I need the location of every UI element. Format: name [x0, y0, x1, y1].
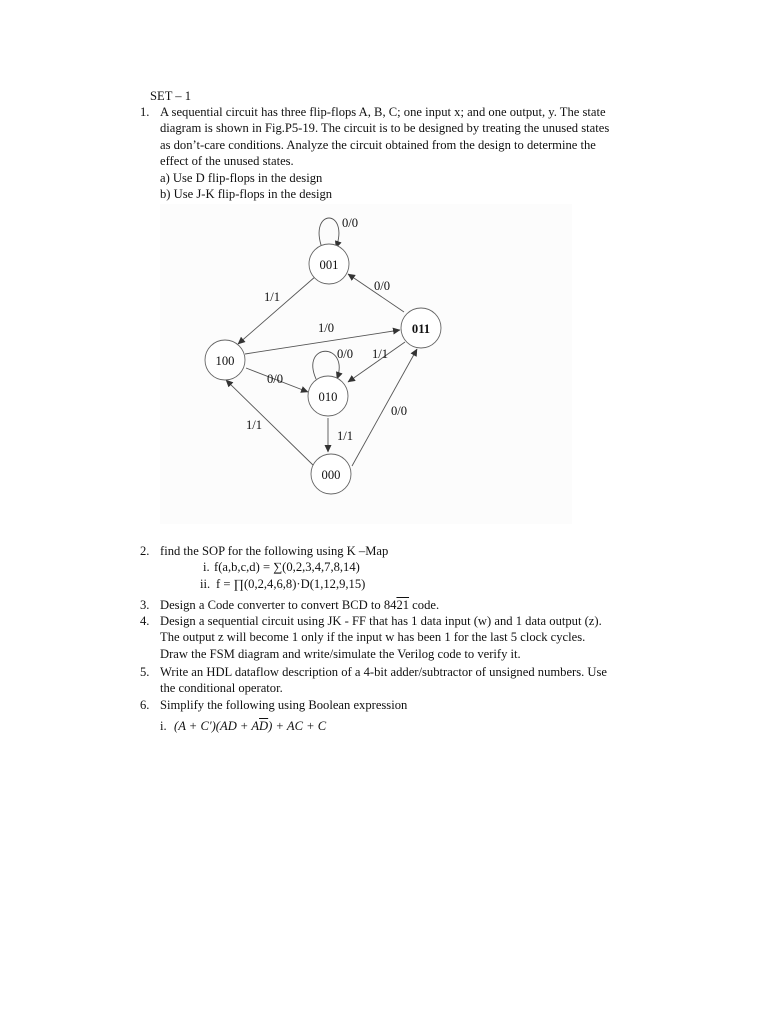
q4-line: The output z will become 1 only if the input w has been 1 for the last 5 clock cycles. [160, 630, 586, 645]
set-title: SET – 1 [150, 89, 192, 103]
edge-label: 1/1 [264, 290, 281, 304]
state-label: 100 [215, 354, 235, 368]
q1-option-b: b) Use J-K flip-flops in the design [160, 187, 333, 202]
q6-expr-part: (A + C′)(AD + A [174, 719, 260, 733]
q4-line: Design a sequential circuit using JK - FF that has 1 data input (w) and 1 data output (z). [160, 614, 602, 628]
edge-label: 0/0 [342, 216, 359, 230]
q1-line: as don’t-care conditions. Analyze the circuit obtained from the design to determine the [160, 137, 596, 152]
edge-label: 1/1 [372, 347, 389, 361]
q2-text: find the SOP for the following using K –Map [160, 544, 389, 558]
edge-label: 1/1 [337, 429, 354, 443]
q6-text: Simplify the following using Boolean expression [160, 698, 408, 712]
q3-text [160, 597, 439, 613]
q6-expr-overlined: $\overline{D}$ [259, 719, 269, 733]
q6-number: 6. [140, 698, 150, 712]
q4-number: 4. [140, 614, 150, 628]
q5-line: the conditional operator. [160, 681, 283, 696]
q4-line: Draw the FSM diagram and write/simulate the Verilog code to verify it. [160, 646, 521, 661]
state-diagram-svg [160, 204, 572, 524]
edge-001-self [319, 218, 339, 248]
state-diagram [160, 204, 572, 524]
state-label: 011 [411, 322, 431, 336]
q3-number: 3. [140, 598, 150, 612]
q2-ii-number: ii. [200, 577, 211, 591]
edge-000-to-100 [226, 380, 314, 466]
q4-text [160, 613, 670, 662]
q3-text-before: Design a Code converter to convert BCD to 84 [160, 598, 397, 612]
q5-number: 5. [140, 665, 150, 679]
q1-text [160, 104, 670, 202]
state-label: 001 [319, 258, 339, 272]
edge-label: 0/0 [267, 372, 284, 386]
q1-line: A sequential circuit has three flip-flops A, B, C; one input x; and one output, y. The state [160, 105, 606, 119]
q2-i-expression: f(a,b,c,d) = ∑(0,2,3,4,7,8,14) [214, 560, 360, 574]
q3-overlined-digits: 21 [396, 598, 410, 612]
q5-line: Write an HDL dataflow description of a 4-bit adder/subtractor of unsigned numbers. Use [160, 665, 608, 679]
q3-text-after: code. [409, 598, 440, 612]
q1-line: effect of the unused states. [160, 154, 294, 169]
edge-label: 0/0 [374, 279, 391, 293]
edge-001-to-100 [238, 276, 316, 344]
q1-number: 1. [140, 105, 150, 119]
edge-label: 0/0 [337, 347, 354, 361]
state-label: 000 [321, 468, 341, 482]
q2-i-number: i. [203, 560, 210, 574]
edge-010-self [313, 351, 339, 379]
state-label: 010 [318, 390, 338, 404]
q6-i-number: i. [160, 719, 167, 733]
q1-line: diagram is shown in Fig.P5-19. The circuit is to be designed by treating the unused states [160, 121, 610, 136]
q5-text [160, 664, 670, 697]
edge-label: 1/1 [246, 418, 263, 432]
q2-ii-expression: f = ∏(0,2,4,6,8)·D(1,12,9,15) [216, 577, 366, 591]
edge-label: 1/0 [318, 321, 335, 335]
q6-i-expression [174, 718, 326, 734]
edge-000-to-011 [352, 349, 417, 466]
q1-option-a: a) Use D flip-flops in the design [160, 170, 323, 185]
q2-number: 2. [140, 544, 150, 558]
q6-expr-part: ) + AC + C [268, 719, 327, 733]
edge-label: 0/0 [391, 404, 408, 418]
